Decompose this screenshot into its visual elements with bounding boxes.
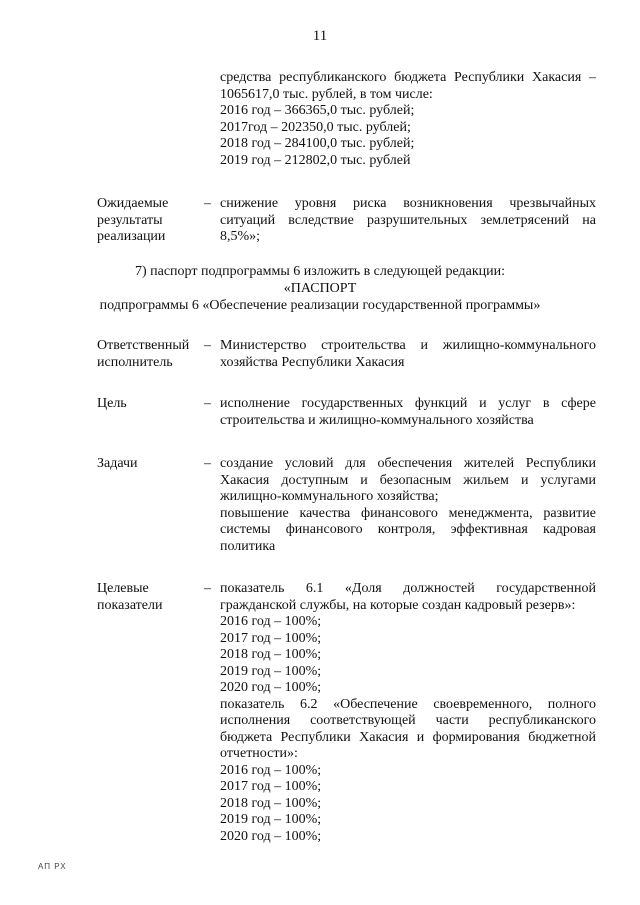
indicator-6-1: показатель 6.1 «Доля должностей государственной гражданской службы, на которые создан кадровый резерв»: bbox=[220, 581, 596, 613]
funding-line: 2017год – 202350,0 тыс. рублей; bbox=[220, 119, 411, 135]
indicator-year: 2019 год – 100%; bbox=[220, 663, 322, 679]
funding-line: 2016 год – 366365,0 тыс. рублей; bbox=[220, 103, 415, 118]
funding-line: 1065617,0 тыс. рублей, в том числе: bbox=[220, 86, 433, 102]
task-item: повышение качества финансового менеджмента, развитие системы финансового контроля, эффективная кадровая политика bbox=[220, 505, 596, 554]
expected-results-value: снижение уровня риска возникновения чрезвычайных ситуаций вследствие разрушительных землетрясений на 8,5%»; bbox=[220, 196, 596, 244]
expected-results-label: Ожидаемые результаты реализации bbox=[97, 196, 169, 244]
executor-value: Министерство строительства и жилищно-коммунального хозяйства Республики Хакасия bbox=[220, 338, 596, 370]
passport-title: «ПАСПОРТ bbox=[283, 281, 357, 296]
indicator-year: 2016 год – 100%; bbox=[220, 614, 322, 629]
page-number: 11 bbox=[312, 28, 328, 44]
goal-dash: – bbox=[204, 396, 211, 411]
tasks-value bbox=[220, 456, 596, 555]
indicator-year: 2020 год – 100%; bbox=[220, 828, 322, 844]
indicator-6-2: показатель 6.2 «Обеспечение своевременного, полного исполнения соответствующей части республиканского бюджета Республики Хакасия и формирования бюджетной отчетности»: bbox=[220, 696, 596, 761]
indicator-year: 2020 год – 100%; bbox=[220, 680, 322, 695]
tasks-label: Задачи bbox=[97, 456, 138, 471]
passport-subtitle: подпрограммы 6 «Обеспечение реализации государственной программы» bbox=[99, 298, 541, 313]
funding-line: 2019 год – 212802,0 тыс. рублей bbox=[220, 152, 411, 168]
indicator-year: 2019 год – 100%; bbox=[220, 812, 322, 827]
executor-dash: – bbox=[204, 338, 211, 353]
indicators-dash: – bbox=[204, 581, 211, 596]
indicators-value bbox=[220, 581, 596, 845]
goal-value: исполнение государственных функций и услуг в сфере строительства и жилищно-коммунального хозяйства bbox=[220, 396, 596, 428]
funding-line: 2018 год – 284100,0 тыс. рублей; bbox=[220, 136, 415, 151]
funding-block bbox=[220, 70, 596, 169]
footer-mark: АП РХ bbox=[38, 862, 67, 871]
task-item: создание условий для обеспечения жителей Республики Хакасия доступным и безопасным жильем и услугами жилищно-коммунального хозяйства; bbox=[220, 456, 596, 504]
indicator-year: 2016 год – 100%; bbox=[220, 762, 322, 778]
indicator-year: 2018 год – 100%; bbox=[220, 647, 322, 662]
indicators-label: Целевые показатели bbox=[97, 581, 163, 613]
executor-label: Ответственный исполнитель bbox=[97, 338, 190, 370]
goal-label: Цель bbox=[97, 396, 127, 411]
expected-results-dash: – bbox=[204, 196, 211, 211]
indicator-year: 2017 год – 100%; bbox=[220, 779, 322, 794]
indicator-year: 2018 год – 100%; bbox=[220, 795, 322, 811]
funding-line: средства республиканского бюджета Республики Хакасия – bbox=[220, 70, 596, 85]
tasks-dash: – bbox=[204, 456, 211, 471]
amendment-instruction: 7) паспорт подпрограммы 6 изложить в следующей редакции: bbox=[134, 264, 506, 279]
indicator-year: 2017 год – 100%; bbox=[220, 630, 322, 646]
